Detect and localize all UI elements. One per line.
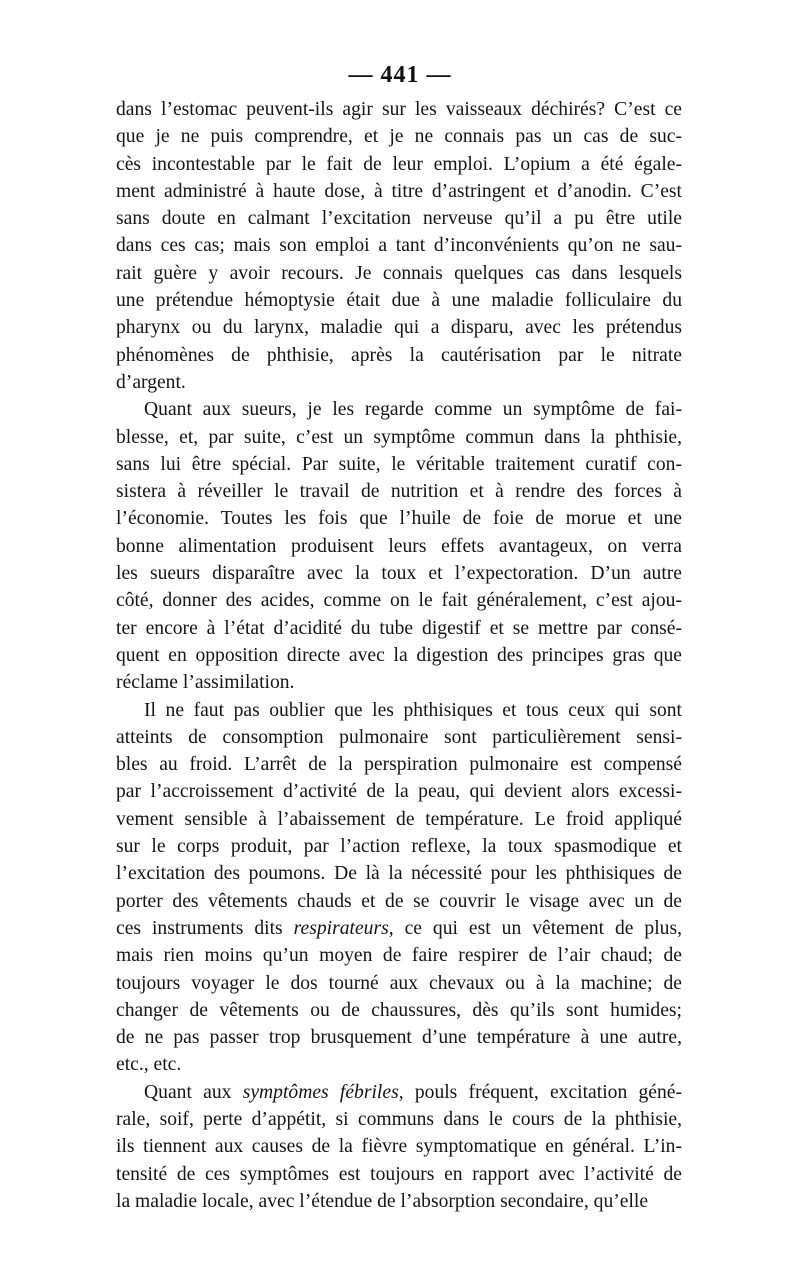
- paragraph: [116, 396, 682, 696]
- text-line: que je ne puis comprendre, et je ne connais pas un cas de suc-: [116, 126, 682, 148]
- text-line: Il ne faut pas oublier que les phthisiques et tous ceux qui sont: [144, 699, 682, 721]
- text-line: sans lui être spécial. Par suite, le véritable traitement curatif con-: [116, 453, 682, 475]
- paragraph: [116, 1079, 682, 1215]
- text-line: ils tiennent aux causes de la fièvre symptomatique en général. L’in-: [116, 1136, 682, 1158]
- text-line: de ne pas passer trop brusquement d’une température à une autre,: [116, 1027, 682, 1049]
- page-number: — 441 —: [348, 62, 452, 88]
- text-line: Quant aux symptômes fébriles, pouls fréquent, excitation géné-: [144, 1081, 683, 1103]
- paragraph: [116, 96, 682, 396]
- text-line: mais rien moins qu’un moyen de faire respirer de l’air chaud; de: [116, 945, 682, 967]
- text-line: l’excitation des poumons. De là la nécessité pour les phthisiques de: [116, 863, 682, 885]
- body-text: [116, 96, 682, 1215]
- text-line: sans doute en calmant l’excitation nerveuse qu’il a pu être utile: [116, 208, 682, 230]
- text-line: etc., etc.: [116, 1054, 182, 1076]
- text-line: quent en opposition directe avec la digestion des principes gras que: [116, 644, 682, 666]
- text-line: dans ces cas; mais son emploi a tant d’inconvénients qu’on ne sau-: [116, 235, 682, 257]
- text-line: ter encore à l’état d’acidité du tube digestif et se mettre par consé-: [116, 617, 682, 639]
- text-line: sur le corps produit, par l’action reflexe, la toux spasmodique et: [116, 836, 682, 858]
- text-line: par l’accroissement d’activité de la peau, qui devient alors excessi-: [116, 781, 682, 803]
- text-line: porter des vêtements chauds et de se couvrir le visage avec un de: [116, 890, 682, 912]
- text-line: une prétendue hémoptysie était due à une maladie folliculaire du: [116, 290, 682, 312]
- text-line: l’économie. Toutes les fois que l’huile de foie de morue et une: [116, 508, 682, 530]
- text-line: bonne alimentation produisent leurs effets avantageux, on verra: [116, 535, 682, 557]
- text-line: changer de vêtements ou de chaussures, dès qu’ils sont humides;: [116, 999, 682, 1021]
- text-line: tensité de ces symptômes est toujours en rapport avec l’activité de: [116, 1163, 682, 1185]
- text-line: phénomènes de phthisie, après la cautérisation par le nitrate: [116, 344, 682, 366]
- text-line: rait guère y avoir recours. Je connais quelques cas dans lesquels: [116, 262, 682, 284]
- text-line: ces instruments dits respirateurs, ce qui est un vêtement de plus,: [116, 917, 682, 939]
- text-line: bles au froid. L’arrêt de la perspiration pulmonaire est compensé: [116, 754, 682, 776]
- text-line: sistera à réveiller le travail de nutrition et à rendre des forces à: [116, 481, 682, 503]
- text-line: rale, soif, perte d’appétit, si communs dans le cours de la phthisie,: [116, 1108, 682, 1130]
- text-line: dans l’estomac peuvent-ils agir sur les vaisseaux déchirés? C’est ce: [116, 99, 682, 120]
- text-line: blesse, et, par suite, c’est un symptôme commun dans la phthisie,: [116, 426, 682, 448]
- text-line: d’argent.: [116, 371, 186, 393]
- text-line: vement sensible à l’abaissement de température. Le froid appliqué: [116, 808, 682, 830]
- text-line: ment administré à haute dose, à titre d’astringent et d’anodin. C’est: [116, 180, 682, 202]
- paragraph: [116, 697, 682, 1079]
- text-line: les sueurs disparaître avec la toux et l’expectoration. D’un autre: [116, 563, 682, 585]
- text-line: la maladie locale, avec l’étendue de l’absorption secondaire, qu’elle: [116, 1190, 649, 1212]
- text-line: Quant aux sueurs, je les regarde comme un symptôme de fai-: [144, 399, 682, 421]
- text-line: toujours voyager le dos tourné aux chevaux ou à la machine; de: [116, 972, 682, 994]
- text-line: atteints de consomption pulmonaire sont particulièrement sensi-: [116, 726, 682, 748]
- text-line: pharynx ou du larynx, maladie qui a disparu, avec les prétendus: [116, 317, 682, 339]
- text-line: cès incontestable par le fait de leur emploi. L’opium a été égale-: [116, 153, 682, 175]
- text-line: réclame l’assimilation.: [116, 672, 295, 694]
- text-line: côté, donner des acides, comme on le fait généralement, c’est ajou-: [116, 590, 682, 612]
